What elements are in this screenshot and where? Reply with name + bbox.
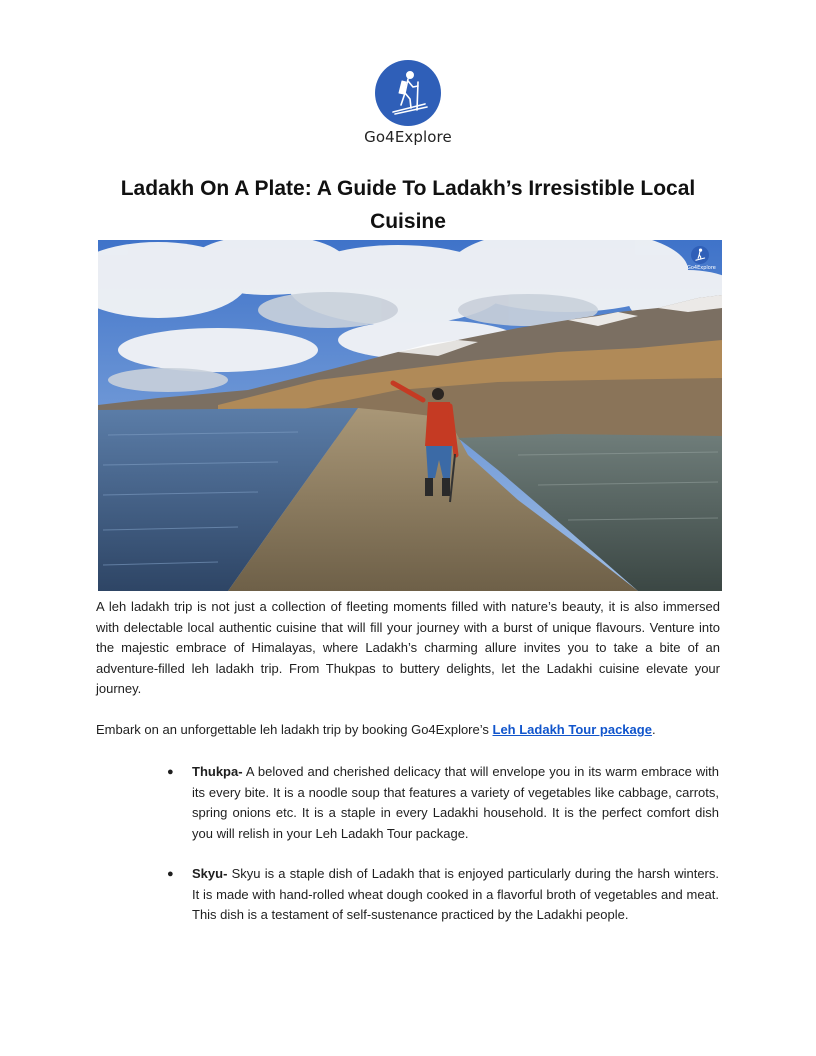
cta-paragraph xyxy=(96,720,720,741)
hero-image xyxy=(98,240,722,591)
cta-suffix: . xyxy=(651,722,656,737)
watermark-text: Go4Explore xyxy=(687,265,716,271)
article-title: Ladakh On A Plate: A Guide To Ladakh’s Irresistible Local Cuisine xyxy=(120,177,696,233)
bullet-icon: ● xyxy=(167,766,174,778)
cta-prefix: Embark on an unforgettable leh ladakh trip by booking Go4Explore’s xyxy=(96,722,493,737)
brand-logo xyxy=(0,60,816,146)
dish-name: Thukpa- xyxy=(192,764,243,779)
bullet-icon: ● xyxy=(167,868,174,880)
dish-name: Skyu- xyxy=(192,866,228,881)
dish-description: A beloved and cherished delicacy that will envelope you in its warm embrace with its every bite. It is a noodle soup that features a variety of vegetables like cabbage, carrots, spring onions etc. It is a staple in every Ladakhi household. It is the perfect comfort dish you will relish in your Leh Ladakh Tour package. xyxy=(192,764,719,841)
hero-watermark xyxy=(687,246,716,276)
list-item xyxy=(167,762,719,844)
brand-name: Go4Explore xyxy=(364,128,452,146)
dish-description: Skyu is a staple dish of Ladakh that is enjoyed particularly during the harsh winters. It is made with hand-rolled wheat dough cooked in a flavorful broth of vegetables and meat. This dish is a testament of self-sustenance practiced by the Ladakhi people. xyxy=(192,866,719,923)
hiker-icon xyxy=(375,60,441,126)
list-item xyxy=(167,864,719,926)
tour-package-link[interactable]: Leh Ladakh Tour package xyxy=(492,722,652,737)
intro-paragraph: A leh ladakh trip is not just a collection of fleeting moments filled with nature’s beauty, it is also immersed with delectable local authentic cuisine that will fill your journey with a burst of unique flavours. Venture into the majestic embrace of Himalayas, where Ladakh’s charming allure invites you to take a bite of an adventure-filled leh ladakh trip. From Thukpas to buttery delights, let the Ladakhi cuisine elevate your journey. xyxy=(96,599,720,697)
hiker-icon xyxy=(691,246,709,264)
